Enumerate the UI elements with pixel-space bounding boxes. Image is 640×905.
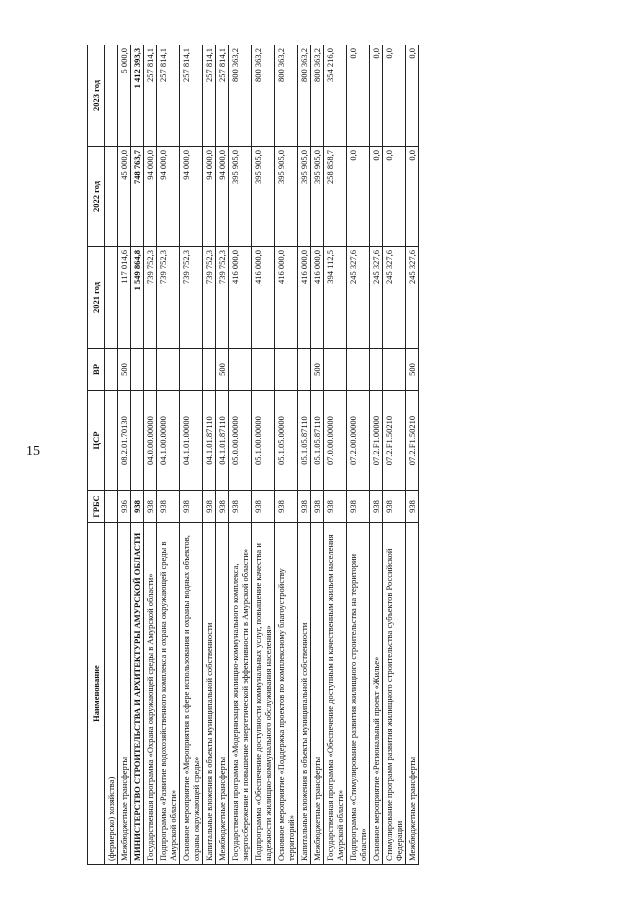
col-header-2022: 2022 год <box>88 147 105 247</box>
cell-2022: 94 000,0 <box>180 147 203 247</box>
col-header-vr: ВР <box>88 349 105 391</box>
table-row <box>324 45 347 865</box>
cell-grbs: 938 <box>370 491 383 523</box>
cell-name: Стимулирование программ развития жилищного строительства субъектов Российской Федерации <box>383 523 406 865</box>
table-header-row <box>88 45 105 865</box>
cell-vr <box>180 349 203 391</box>
cell-2023: 800 363,2 <box>252 45 275 147</box>
cell-grbs: 938 <box>229 491 252 523</box>
cell-csr: 04.0.00.00000 <box>144 391 157 491</box>
table-row <box>144 45 157 865</box>
cell-grbs: 938 <box>157 491 180 523</box>
cell-2023 <box>105 45 118 147</box>
cell-2023: 800 363,2 <box>229 45 252 147</box>
cell-2022 <box>105 147 118 247</box>
cell-vr: 500 <box>216 349 229 391</box>
cell-vr <box>203 349 216 391</box>
cell-csr: 07.2.F1.00000 <box>370 391 383 491</box>
cell-csr: 08.2.01.70130 <box>118 391 131 491</box>
cell-2021: 416 000,0 <box>275 247 298 349</box>
cell-grbs: 938 <box>216 491 229 523</box>
cell-grbs: 938 <box>298 491 311 523</box>
cell-grbs: 938 <box>131 491 144 523</box>
page-number: 15 <box>26 444 40 459</box>
table-row <box>216 45 229 865</box>
cell-name: Межбюджетные трансферты <box>118 523 131 865</box>
cell-csr: 04.1.01.87110 <box>203 391 216 491</box>
cell-2022: 395 905,0 <box>275 147 298 247</box>
cell-csr: 04.1.00.00000 <box>157 391 180 491</box>
cell-name: Подпрограмма «Стимулирование развития жилищного строительства на территории области» <box>347 523 370 865</box>
cell-name: Межбюджетные трансферты <box>311 523 324 865</box>
cell-vr <box>252 349 275 391</box>
cell-name: Подпрограмма «Развитие водохозяйственного комплекса и охрана окружающей среды в Амурской области» <box>157 523 180 865</box>
cell-vr <box>275 349 298 391</box>
cell-csr: 05.1.05.87110 <box>298 391 311 491</box>
cell-2022: 395 905,0 <box>252 147 275 247</box>
cell-2022: 45 000,0 <box>118 147 131 247</box>
cell-2022: 94 000,0 <box>157 147 180 247</box>
cell-2023: 257 814,1 <box>216 45 229 147</box>
table-row <box>275 45 298 865</box>
cell-2023: 800 363,2 <box>275 45 298 147</box>
cell-vr <box>347 349 370 391</box>
cell-name: Межбюджетные трансферты <box>216 523 229 865</box>
table-row <box>203 45 216 865</box>
cell-2023: 800 363,2 <box>311 45 324 147</box>
cell-grbs: 938 <box>180 491 203 523</box>
cell-vr <box>370 349 383 391</box>
col-header-name: Наименование <box>88 523 105 865</box>
cell-name: Подпрограмма «Обеспечение доступности коммунальных услуг, повышение качества и надежности жилищно-коммунального обслуживания населения» <box>252 523 275 865</box>
cell-name: Капитальные вложения в объекты муниципальной собственности <box>203 523 216 865</box>
cell-grbs: 938 <box>252 491 275 523</box>
table-row <box>157 45 180 865</box>
cell-2021: 416 000,0 <box>252 247 275 349</box>
col-header-grbs: ГРБС <box>88 491 105 523</box>
cell-grbs: 938 <box>144 491 157 523</box>
cell-2021: 739 752,3 <box>157 247 180 349</box>
cell-2021: 739 752,3 <box>180 247 203 349</box>
table-row <box>347 45 370 865</box>
cell-2023: 257 814,1 <box>203 45 216 147</box>
table-row <box>180 45 203 865</box>
cell-vr <box>383 349 406 391</box>
cell-name: Основное мероприятие «Поддержка проектов по комплексному благоустройству территорий» <box>275 523 298 865</box>
cell-2023: 5 000,0 <box>118 45 131 147</box>
cell-2022: 94 000,0 <box>216 147 229 247</box>
cell-2021: 245 327,6 <box>347 247 370 349</box>
cell-csr: 05.1.00.00000 <box>252 391 275 491</box>
cell-2021: 416 000,0 <box>311 247 324 349</box>
rotated-table-area <box>87 45 607 865</box>
cell-2021: 739 752,3 <box>144 247 157 349</box>
cell-2021: 416 000,0 <box>229 247 252 349</box>
cell-csr: 07.2.F1.50210 <box>406 391 419 491</box>
table-row <box>383 45 406 865</box>
table-row <box>298 45 311 865</box>
col-header-csr: ЦСР <box>88 391 105 491</box>
table-row <box>370 45 383 865</box>
cell-vr <box>298 349 311 391</box>
cell-2022: 0,0 <box>347 147 370 247</box>
cell-2021 <box>105 247 118 349</box>
cell-2023: 257 814,1 <box>157 45 180 147</box>
budget-table <box>87 45 419 865</box>
cell-grbs: 938 <box>203 491 216 523</box>
cell-csr: 07.0.00.00000 <box>324 391 347 491</box>
cell-2023: 0,0 <box>370 45 383 147</box>
cell-2022: 0,0 <box>383 147 406 247</box>
col-header-2023: 2023 год <box>88 45 105 147</box>
cell-csr: 07.2.00.00000 <box>347 391 370 491</box>
cell-2021: 245 327,6 <box>370 247 383 349</box>
cell-grbs: 938 <box>311 491 324 523</box>
cell-2022: 0,0 <box>370 147 383 247</box>
cell-name: Государственная программа «Модернизация жилищно-коммунального комплекса, энергосбережение и повышение энергетической эффективности в Амурской области» <box>229 523 252 865</box>
cell-vr <box>324 349 347 391</box>
cell-2023: 257 814,1 <box>180 45 203 147</box>
cell-2022: 94 000,0 <box>144 147 157 247</box>
cell-name: МИНИСТЕРСТВО СТРОИТЕЛЬСТВА И АРХИТЕКТУРЫ АМУРСКОЙ ОБЛАСТИ <box>131 523 144 865</box>
cell-2022: 395 905,0 <box>229 147 252 247</box>
table-row <box>131 45 144 865</box>
cell-2021: 416 000,0 <box>298 247 311 349</box>
cell-csr: 07.2.F1.50210 <box>383 391 406 491</box>
table-row <box>406 45 419 865</box>
cell-name: Капитальные вложения в объекты муниципальной собственности <box>298 523 311 865</box>
cell-2023: 354 216,0 <box>324 45 347 147</box>
cell-csr: 04.1.01.87110 <box>216 391 229 491</box>
cell-2021: 1 549 864,8 <box>131 247 144 349</box>
cell-2023: 0,0 <box>406 45 419 147</box>
cell-2021: 117 014,6 <box>118 247 131 349</box>
cell-vr: 500 <box>118 349 131 391</box>
cell-csr: 05.0.00.00000 <box>229 391 252 491</box>
cell-vr <box>229 349 252 391</box>
cell-grbs: 938 <box>324 491 347 523</box>
cell-2022: 94 000,0 <box>203 147 216 247</box>
rotated-table-wrapper <box>87 45 607 865</box>
cell-grbs: 938 <box>406 491 419 523</box>
cell-2021: 245 327,6 <box>383 247 406 349</box>
cell-vr: 500 <box>406 349 419 391</box>
cell-csr: 05.1.05.00000 <box>275 391 298 491</box>
cell-2023: 1 412 393,3 <box>131 45 144 147</box>
table-row <box>252 45 275 865</box>
cell-vr <box>105 349 118 391</box>
cell-grbs: 936 <box>118 491 131 523</box>
cell-name: Государственная программа «Обеспечение доступным и качественным жильем населения Амурской области» <box>324 523 347 865</box>
cell-grbs: 938 <box>383 491 406 523</box>
cell-vr <box>144 349 157 391</box>
cell-csr: 04.1.01.00000 <box>180 391 203 491</box>
table-row <box>105 45 118 865</box>
cell-2021: 739 752,3 <box>203 247 216 349</box>
cell-2023: 0,0 <box>347 45 370 147</box>
cell-2022: 748 763,7 <box>131 147 144 247</box>
table-row <box>311 45 324 865</box>
cell-name: Межбюджетные трансферты <box>406 523 419 865</box>
cell-grbs: 938 <box>347 491 370 523</box>
col-header-2021: 2021 год <box>88 247 105 349</box>
table-row <box>229 45 252 865</box>
cell-2023: 800 363,2 <box>298 45 311 147</box>
cell-2023: 0,0 <box>383 45 406 147</box>
cell-2021: 394 112,5 <box>324 247 347 349</box>
cell-vr: 500 <box>311 349 324 391</box>
cell-vr <box>131 349 144 391</box>
cell-2023: 257 814,1 <box>144 45 157 147</box>
cell-grbs: 938 <box>275 491 298 523</box>
cell-2022: 395 905,0 <box>298 147 311 247</box>
cell-csr <box>131 391 144 491</box>
cell-2022: 0,0 <box>406 147 419 247</box>
cell-name: Государственная программа «Охрана окружающей среды в Амурской области» <box>144 523 157 865</box>
cell-grbs <box>105 491 118 523</box>
cell-vr <box>157 349 180 391</box>
table-body <box>105 45 419 865</box>
cell-csr: 05.1.05.87110 <box>311 391 324 491</box>
cell-name: (фермерско) хозяйства) <box>105 523 118 865</box>
cell-2022: 395 905,0 <box>311 147 324 247</box>
cell-2021: 739 752,3 <box>216 247 229 349</box>
cell-2021: 245 327,6 <box>406 247 419 349</box>
table-row <box>118 45 131 865</box>
cell-csr <box>105 391 118 491</box>
cell-name: Основное мероприятие «Региональный проект «Жилье» <box>370 523 383 865</box>
cell-name: Основное мероприятие «Мероприятия в сфере использования и охраны водных объектов, охраны окружающей среды» <box>180 523 203 865</box>
cell-2022: 258 858,7 <box>324 147 347 247</box>
